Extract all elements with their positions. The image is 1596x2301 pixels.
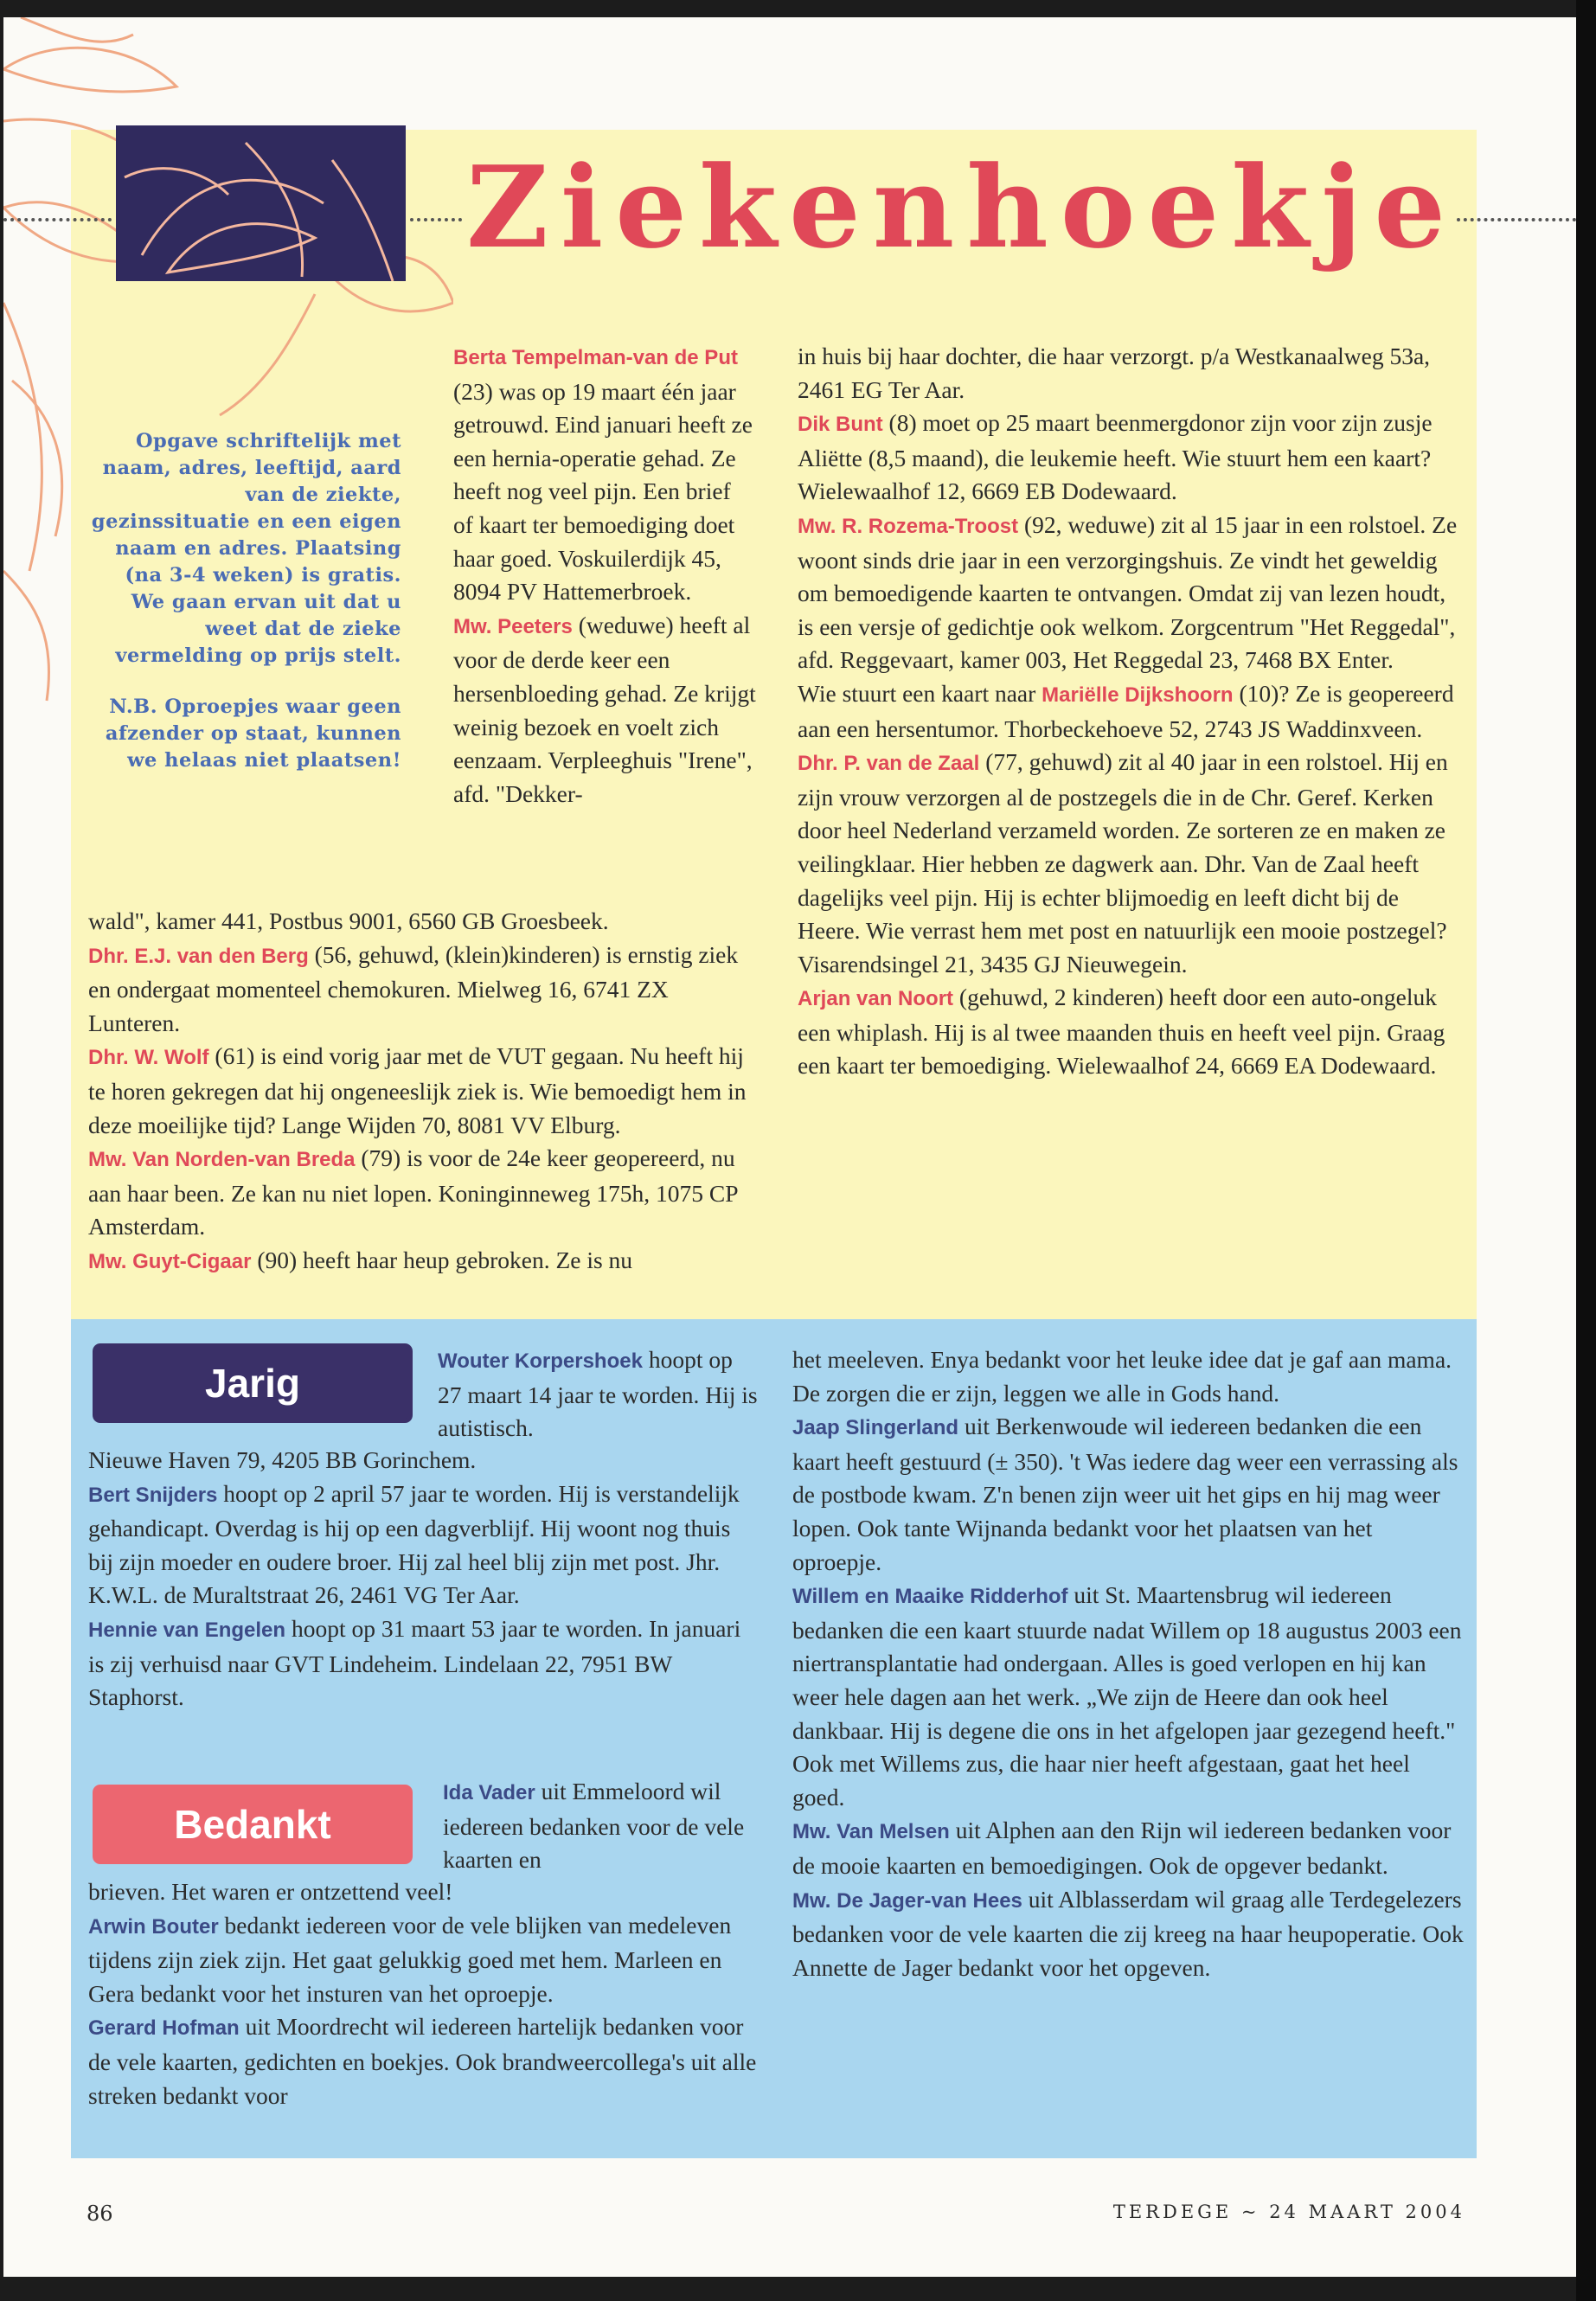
- title-dotted-rule-left: [3, 218, 112, 221]
- thanks-column-bottom: [88, 1875, 760, 2112]
- thanks-entry: [792, 1410, 1464, 1579]
- entry-text: uit Emmeloord wil iedereen bedanken voor de vele kaarten en: [443, 1778, 745, 1874]
- person-name: Arwin Bouter: [88, 1914, 219, 1939]
- person-name: Berta Tempelman-van de Put: [453, 346, 738, 369]
- title-dotted-rule-mid: [410, 218, 462, 221]
- magazine-page: [3, 17, 1576, 2277]
- sick-entry: [798, 677, 1464, 746]
- entry-text: uit Moordrecht wil iedereen hartelijk bedanken voor de vele kaarten, gedichten en boekjes. Ook brandweercollega's uit alle streken bedankt voor: [88, 2013, 757, 2109]
- birthday-column-bottom: [88, 1444, 760, 1715]
- sick-entry: [88, 1244, 760, 1279]
- entry-text: (79) is voor de 24e keer geopereerd, nu aan haar been. Ze kan nu niet lopen. Koninginneweg 175h, 1075 CP Amsterdam.: [88, 1144, 738, 1240]
- person-name: Mariëlle Dijkshoorn: [1042, 683, 1234, 707]
- entry-text: (56, gehuwd, (klein)kinderen) is ernstig ziek en ondergaat momenteel chemokuren. Mielweg 16, 6741 ZX Lunteren.: [88, 940, 739, 1036]
- sick-entry: [798, 340, 1464, 407]
- submission-instructions: [90, 428, 401, 774]
- bedankt-heading: Bedankt: [97, 1789, 408, 1860]
- person-name: Mw. Guyt-Cigaar: [88, 1249, 252, 1273]
- sick-entry: [798, 981, 1464, 1083]
- person-name: Dhr. E.J. van den Berg: [88, 944, 309, 968]
- entry-text: uit St. Maartensbrug wil iedereen bedanken die een kaart stuurde nadat Willem op 18 augustus 2003 een niertransplantatie had ondergaan. Alles is goed verlopen en hij kan weer hele dagen aan het werk. „We zijn de Heere dan ook heel dankbaar. Hij is degene die ons in het afgelopen jaar gezegend heeft." Ook met Willems zus, die haar nier heeft afgestaan, gaat het heel goed.: [792, 1581, 1462, 1811]
- person-name: Ida Vader: [443, 1781, 535, 1804]
- person-name: Wouter Korpershoek: [438, 1349, 643, 1373]
- person-name: Mw. R. Rozema-Troost: [798, 514, 1019, 538]
- birthday-entry: [88, 1477, 760, 1612]
- sick-entry: [798, 407, 1464, 509]
- person-name: Dhr. W. Wolf: [88, 1046, 209, 1070]
- entry-text: uit Alblasserdam wil graag alle Terdegelezers bedanken voor de vele kaarten die zij kreeg na haar heupoperatie. Ook Annette de Jager bedankt voor het opgeven.: [792, 1885, 1464, 1981]
- thanks-column-top: [443, 1775, 760, 1877]
- instruction-text: Opgave schriftelijk met naam, adres, leeftijd, aard van de ziekte, gezinssituatie en een eigen naam en adres. Plaatsing (na 3-4 weken) is gratis. We gaan ervan uit dat u weet dat de zieke vermelding op prijs stelt.: [91, 430, 401, 667]
- person-name: Mw. De Jager-van Hees: [792, 1888, 1022, 1913]
- sick-column-2: [798, 340, 1464, 1083]
- sick-entry: [798, 746, 1464, 981]
- entry-text: (77, gehuwd) zit al 40 jaar in een rolstoel. Hij en zijn vrouw verzorgen al de postzegels die in de Chr. Geref. Kerken door heel Nederland verzameld worden. Ze sorteren ze en maken ze veilingklaar. Hier hebben ze dagwerk aan. Dhr. Van de Zaal heeft dagelijks veel pijn. Hij is echter blijmoedig en leeft dicht bij de Heere. Wie verrast hem met post en natuurlijk een mooie postzegel? Visarendsingel 21, 3435 GJ Nieuwegein.: [798, 748, 1448, 977]
- thanks-entry: [792, 1579, 1464, 1814]
- sick-entry: [88, 905, 760, 939]
- publication-footer: TERDEGE ~ 24 MAART 2004: [1112, 2202, 1465, 2222]
- entry-text: (gehuwd, 2 kinderen) heeft door een auto-ongeluk een whiplash. Hij is al twee maanden thuis en heeft veel pijn. Graag een kaart ter bemoediging. Wielewaalhof 24, 6669 EA Dodewaard.: [798, 984, 1445, 1080]
- sick-entry: [453, 609, 756, 811]
- entry-text: hoopt op 27 maart 14 jaar te worden. Hij is autistisch.: [438, 1346, 758, 1442]
- entry-text: (8) moet op 25 maart beenmergdonor zijn voor zijn zusje Aliëtte (8,5 maand), die leukemie heeft. Wie stuurt hem een kaart? Wielewaalhof 12, 6669 EB Dodewaard.: [798, 409, 1433, 505]
- person-name: Jaap Slingerland: [792, 1416, 959, 1440]
- sick-entry: [798, 509, 1464, 677]
- sick-entry: [88, 1040, 760, 1142]
- person-name: Willem en Maaike Ridderhof: [792, 1585, 1068, 1609]
- title-illustration: [116, 125, 406, 281]
- thanks-entry: [792, 1814, 1464, 1882]
- person-name: Mw. Peeters: [453, 614, 573, 638]
- person-name: Hennie van Engelen: [88, 1618, 286, 1642]
- person-name: Gerard Hofman: [88, 2016, 240, 2041]
- person-name: Bert Snijders: [88, 1483, 218, 1507]
- birthday-column-top: [438, 1343, 760, 1445]
- thanks-column-2: [792, 1343, 1464, 1984]
- thanks-entry: [792, 1343, 1464, 1410]
- birthday-entry: [438, 1343, 760, 1445]
- page-edge: [1576, 0, 1596, 2301]
- person-name: Dik Bunt: [798, 413, 883, 437]
- entry-text: in huis bij haar dochter, die haar verzorgt. p/a Westkanaalweg 53a, 2461 EG Ter Aar.: [798, 343, 1431, 403]
- title-dotted-rule-right: [1457, 218, 1576, 221]
- entry-text: wald", kamer 441, Postbus 9001, 6560 GB Groesbeek.: [88, 907, 609, 934]
- entry-text: hoopt op 31 maart 53 jaar te worden. In januari is zij verhuisd naar GVT Lindeheim. Lindelaan 22, 7951 BW Staphorst.: [88, 1614, 741, 1711]
- entry-text: uit Berkenwoude wil iedereen bedanken die een kaart heeft gestuurd (± 350). 't Was iedere dag weer een verrassing als de postbode kwam. Z'n benen zijn weer uit het gips en hij mag weer lopen. Ook tante Wijnanda bedankt voor het plaatsen van het oproepje.: [792, 1413, 1458, 1575]
- entry-text: (61) is eind vorig jaar met de VUT gegaan. Nu heeft hij te horen gekregen dat hij ongeneeslijk ziek is. Wie bemoedigt hem in deze moeilijke tijd? Lange Wijden 70, 8081 VV Elburg.: [88, 1042, 747, 1138]
- entry-text: (23) was op 19 maart één jaar getrouwd. Eind januari heeft ze een hernia-operatie gehad. Ze heeft nog veel pijn. Een brief of kaart ter bemoediging doet haar goed. Voskuilerdijk 45, 8094 PV Hattemerbroek.: [453, 377, 753, 606]
- entry-text: het meeleven. Enya bedankt voor het leuke idee dat je gaf aan mama. De zorgen die er zijn, leggen we alle in Gods hand.: [792, 1346, 1452, 1407]
- thanks-entry: [88, 1875, 760, 1909]
- instruction-note: N.B. Oproepjes waar geen afzender op staat, kunnen we helaas niet plaatsen!: [105, 695, 401, 772]
- birthday-entry: [88, 1612, 760, 1715]
- person-name: Dhr. P. van de Zaal: [798, 752, 980, 776]
- entry-text: Nieuwe Haven 79, 4205 BB Gorinchem.: [88, 1446, 477, 1473]
- thanks-entry: [792, 1883, 1464, 1985]
- sick-entry: [88, 1142, 760, 1244]
- jarig-heading: Jarig: [97, 1348, 408, 1419]
- thanks-entry: [88, 1909, 760, 2011]
- entry-text: brieven. Het waren er ontzettend veel!: [88, 1878, 453, 1905]
- entry-text: (weduwe) heeft al voor de derde keer een hersenbloeding gehad. Ze krijgt weinig bezoek en voelt zich eenzaam. Verpleeghuis "Irene", afd. "Dekker-: [453, 611, 756, 807]
- page-number: 86: [87, 2202, 113, 2226]
- person-name: Mw. Van Norden-van Breda: [88, 1148, 356, 1172]
- sick-entry: [453, 340, 756, 609]
- person-name: Mw. Van Melsen: [792, 1820, 950, 1844]
- sick-column-1-bottom: [88, 905, 760, 1279]
- sick-column-1-top: [453, 340, 756, 811]
- birthday-entry: [88, 1444, 760, 1477]
- entry-text: (92, weduwe) zit al 15 jaar in een rolstoel. Ze woont sinds drie jaar in een verzorgingshuis. Ze vindt het geweldig om bemoedigende kaarten te ontvangen. Omdat zij van lezen houdt, is een versje of gedichtje ook welkom. Zorgcentrum "Het Reggedal", afd. Reggevaart, kamer 003, Het Reggedal 23, 7468 BX Enter.: [798, 510, 1458, 674]
- entry-text: hoopt op 2 april 57 jaar te worden. Hij is verstandelijk gehandicapt. Overdag is hij op een dagverblijf. Hij woont nog thuis bij zijn moeder en oudere broer. Hij zal heel blij zijn met post. Jhr. K.W.L. de Muraltstraat 26, 2461 VG Ter Aar.: [88, 1479, 740, 1609]
- entry-text: (10)? Ze is geopereerd aan een hersentumor. Thorbeckehoeve 52, 2743 JS Waddinxveen.: [798, 679, 1454, 742]
- entry-text: bedankt iedereen voor de vele blijken van medeleven tijdens zijn ziek zijn. Het gaat gelukkig goed met hem. Marleen en Gera bedankt voor het insturen van het oproepje.: [88, 1911, 732, 2007]
- person-name: Arjan van Noort: [798, 987, 954, 1011]
- entry-text: (90) heeft haar heup gebroken. Ze is nu: [251, 1246, 633, 1273]
- thanks-entry: [88, 2010, 760, 2112]
- entry-text: Wie stuurt een kaart naar: [798, 679, 1042, 707]
- sick-entry: [88, 939, 760, 1041]
- page-title: Ziekenhoekje: [466, 141, 1458, 273]
- entry-text: uit Alphen aan den Rijn wil iedereen bedanken voor de mooie kaarten en bemoedigingen. Ook de opgever bedankt.: [792, 1817, 1452, 1879]
- thanks-entry: [443, 1775, 760, 1877]
